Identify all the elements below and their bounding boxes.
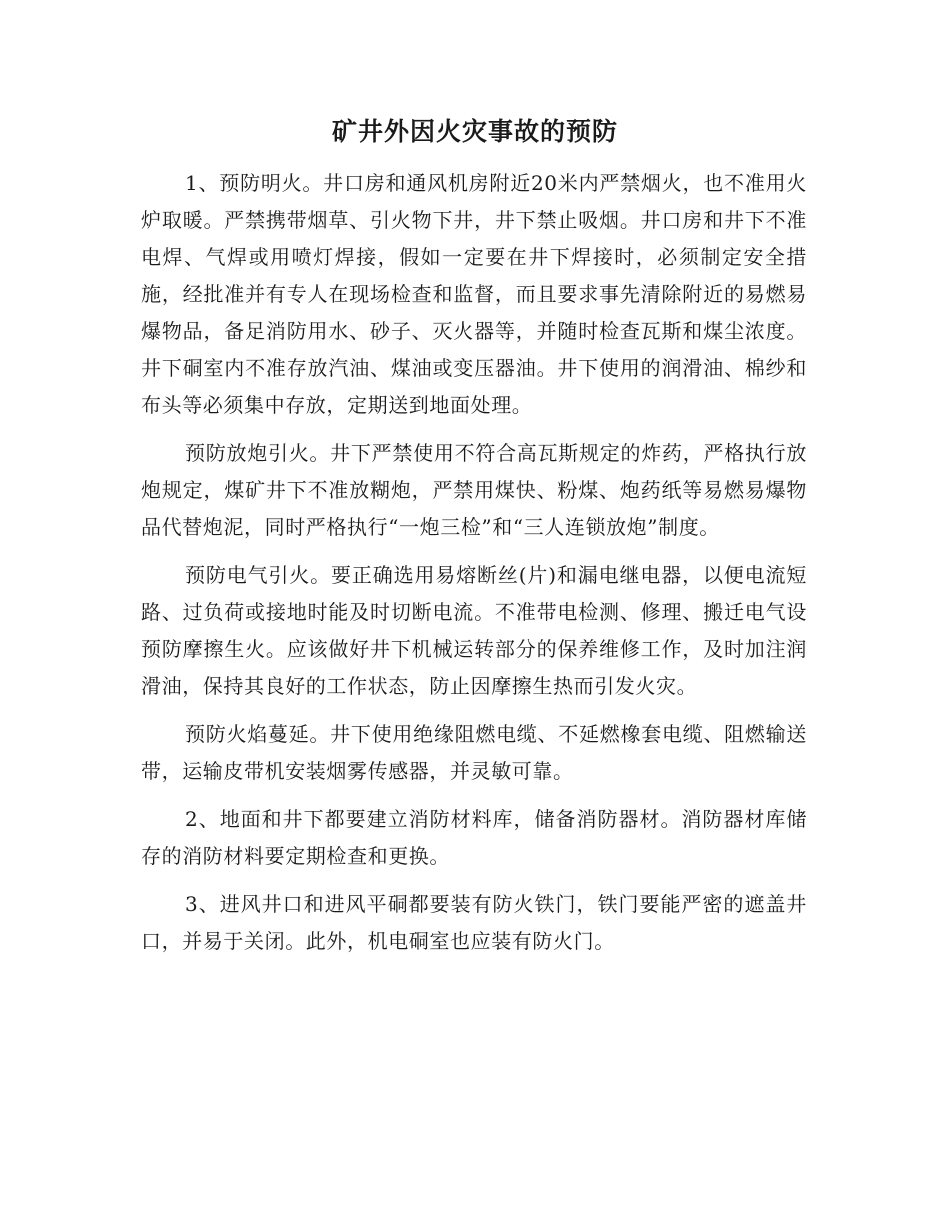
paragraph-fire-doors: 3、进风井口和进风平硐都要装有防火铁门，铁门要能严密的遮盖井口，并易于关闭。此外，机电硐室也应装有防火门。 [141, 892, 807, 953]
paragraph-blasting: 预防放炮引火。井下严禁使用不符合高瓦斯规定的炸药，严格执行放炮规定，煤矿井下不准放糊炮，严禁用煤快、粉煤、炮药纸等易燃易爆物品代替炮泥，同时严格执行“一炮三检”和“三人连锁放炮”制度。 [141, 441, 807, 539]
paragraph-electrical: 预防电气引火。要正确选用易熔断丝(片)和漏电继电器，以便电流短路、过负荷或接地时能及时切断电流。不准带电检测、修理、搬迁电气设预防摩擦生火。应该做好井下机械运转部分的保养维修工作，及时加注润滑油，保持其良好的工作状态，防止因摩擦生热而引发火灾。 [141, 563, 807, 698]
paragraph-open-fire: 1、预防明火。井口房和通风机房附近20米内严禁烟火，也不准用火炉取暖。严禁携带烟草、引火物下井，井下禁止吸烟。井口房和井下不准电焊、气焊或用喷灯焊接，假如一定要在井下焊接时，必须制定安全措施，经批准并有专人在现场检查和监督，而且要求事先清除附近的易燃易爆物品，备足消防用水、砂子、灭火器等，并随时检查瓦斯和煤尘浓度。井下硐室内不准存放汽油、煤油或变压器油。井下使用的润滑油、棉纱和布头等必须集中存放，定期送到地面处理。 [141, 171, 807, 417]
paragraph-flame-spread: 预防火焰蔓延。井下使用绝缘阻燃电缆、不延燃橡套电缆、阻燃输送带，运输皮带机安装烟雾传感器，并灵敏可靠。 [141, 722, 807, 783]
paragraph-fire-materials: 2、地面和井下都要建立消防材料库，储备消防器材。消防器材库储存的消防材料要定期检查和更换。 [141, 807, 807, 868]
page-title: 矿井外因火灾事故的预防 [331, 117, 618, 146]
document-body [141, 165, 807, 971]
